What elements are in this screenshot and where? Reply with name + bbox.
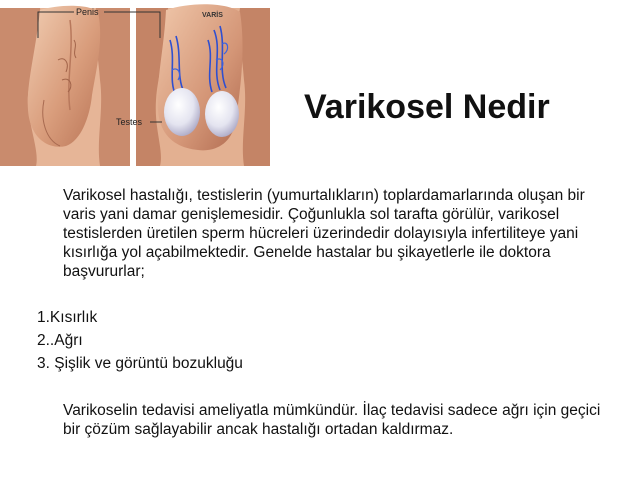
penis-label: Penis <box>76 7 99 17</box>
complaint-item: 2..Ağrı <box>37 332 83 349</box>
testes-label: Testes <box>116 117 143 127</box>
complaint-item: 3. Şişlik ve görüntü bozukluğu <box>37 355 243 372</box>
treatment-paragraph: Varikoselin tedavisi ameliyatla mümkündür. İlaç tedavisi sadece ağrı için geçici bir çözüm sağlayabilir ancak hastalığı ortadan kaldırmaz. <box>63 402 601 438</box>
varis-label: VARİS <box>202 12 223 19</box>
complaints-list <box>37 306 243 375</box>
intro-paragraph: Varikosel hastalığı, testislerin (yumurtalıkların) toplardamarlarında oluşan bir varis yani damar genişlemesidir. Çoğunlukla sol tarafta görülür, varikosel testislerden üretilen sperm hücreleri üzerindedir dolayısıyla infertiliteye yani kısırlığa yol açabilmektedir. Genelde hastalar bu şikayetlerle ile doktora başvururlar; <box>63 187 585 280</box>
normal-anatomy-panel <box>0 6 130 166</box>
slide-title: Varikosel Nedir <box>304 88 550 126</box>
varicocele-anatomy-panel <box>136 4 270 166</box>
complaint-item: 1.Kısırlık <box>37 309 98 326</box>
anatomy-illustration <box>0 0 270 168</box>
